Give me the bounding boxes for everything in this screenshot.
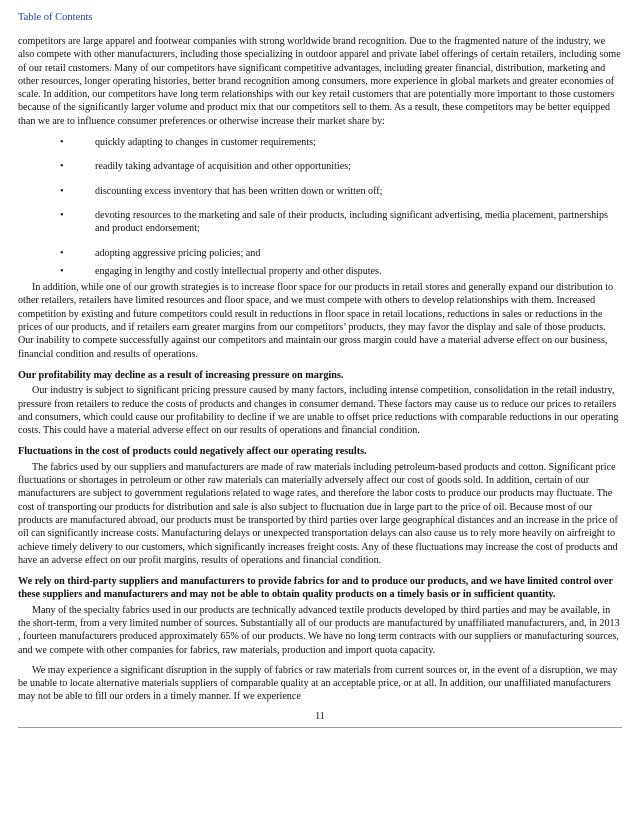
section-profitability <box>18 369 622 437</box>
growth-paragraph: In addition, while one of our growth strategies is to increase floor space for our products in retail stores and generally expand our distribution to other retailers, retailers have limited resources and floor space, and we must compete with others to develop relationships with them. Increased competition by existing and future competitors could result in reductions in floor space in retail locations, reductions in sales or reductions in the prices of our products, and if retailers earn greater margins from our competitors’ products, they may favor the display and sale of those products. Our inability to compete successfully against our competitors and maintain our gross margin could have a material adverse effect on our business, financial condition and results of operations. <box>18 282 614 360</box>
bullet-icon: • <box>60 209 64 221</box>
bullet-icon: • <box>60 265 64 277</box>
bullet-icon: • <box>60 161 64 173</box>
section-paragraph: Our industry is subject to significant pricing pressure caused by many factors, including intense competition, consolidation in the retail industry, pressure from retailers to reduce the costs of products and changes in consumer demand. These factors may cause us to reduce our prices to retailers and consumers, which could cause our profitability to decline if we are unable to offset price reductions with comparable reductions in our operating costs. This could have a material adverse effect on our results of operations and financial condition. <box>18 385 619 437</box>
list-item: • devoting resources to the marketing and sale of their products, including significant advertising, media placement, partnerships and product endorsement; <box>60 209 608 235</box>
section-paragraph: We may experience a significant disruption in the supply of fabrics or raw materials from current sources or, in the event of a disruption, we may be unable to locate alternative materials suppliers of comparable quality at an acceptable price, or at all. In addition, our unaffiliated manufacturers may not be able to fill our orders in a timely manner. If we experience <box>18 664 618 703</box>
page-number: 11 <box>315 710 325 722</box>
footer-divider <box>18 727 622 728</box>
section-paragraph: The fabrics used by our suppliers and manufacturers are made of raw materials including petroleum-based products and cotton. Significant price fluctuations or shortages in petroleum or other raw materials can materially adversely affect our cost of goods sold. In addition, certain of our manufacturers are subject to government regulations related to wage rates, and therefore the labor costs to produce our products may fluctuate. The cost of transporting our products for distribution and sale is also subject to fluctuation due in large part to the price of oil. Because most of our products are manufactured abroad, our products must be transported by third parties over large geographical distances and an increase in the price of oil can significantly increase costs. Manufacturing delays or unexpected transportation delays can also cause us to rely more heavily on airfreight to achieve timely delivery to our customers, which significantly increases freight costs. Any of these fluctuations may increase the cost of products and have an adverse effect on our profit margins, results of operations and financial condition. <box>18 461 618 566</box>
section-cost-fluctuations <box>18 445 622 567</box>
list-item: • adopting aggressive pricing policies; and <box>60 247 261 259</box>
section-heading: Fluctuations in the cost of products could negatively affect our operating results. <box>18 446 367 458</box>
section-paragraph: Many of the specialty fabrics used in our products are technically advanced textile products developed by third parties and may be available, in the short-term, from a very limited number of sources. Substantially all of our products are manufactured by unaffiliated manufacturers, and, in 2013 , fourteen manufacturers produced approximately 65% of our products. We have no long term contracts with our suppliers or manufacturing sources, and we compete with other companies for fabrics, raw materials, production and import quota capacity. <box>18 604 620 656</box>
table-of-contents-link[interactable]: Table of Contents <box>18 12 93 23</box>
bullet-icon: • <box>60 137 64 149</box>
list-item: • quickly adapting to changes in customer requirements; <box>60 137 316 149</box>
bullet-icon: • <box>60 185 64 197</box>
intro-paragraph: competitors are large apparel and footwear companies with strong worldwide brand recognition. Due to the fragmented nature of the industry, we also compete with other manufacturers, including those specializing in outdoor apparel and private label offerings of certain retailers, including some of our retail customers. Many of our competitors have significant competitive advantages, including greater financial, distribution, marketing and other resources, longer operating histories, better brand recognition among consumers, more experience in global markets and greater economies of scale. In addition, our competitors have long term relationships with our key retail customers that are potentially more important to those customers because of the significantly larger volume and product mix that our competitors sell to them. As a result, these competitors may be better equipped than we are to influence consumer preferences or otherwise increase their market share by: <box>18 36 621 127</box>
competitor-advantages-list <box>18 136 622 278</box>
bullet-icon: • <box>60 247 64 259</box>
section-heading: Our profitability may decline as a result of increasing pressure on margins. <box>18 369 344 381</box>
section-heading: We rely on third-party suppliers and manufacturers to provide fabrics for and to produce our products, and we have limited control over these suppliers and manufacturers and may not be able to obtain quality products on a timely basis or in sufficient quantity. <box>18 576 613 601</box>
list-item: • readily taking advantage of acquisition and other opportunities; <box>60 161 351 173</box>
document-page <box>18 12 622 728</box>
list-item: • discounting excess inventory that has been written down or written off; <box>60 185 383 197</box>
section-third-party-suppliers <box>18 575 622 704</box>
list-item: • engaging in lengthy and costly intellectual property and other disputes. <box>60 265 382 277</box>
